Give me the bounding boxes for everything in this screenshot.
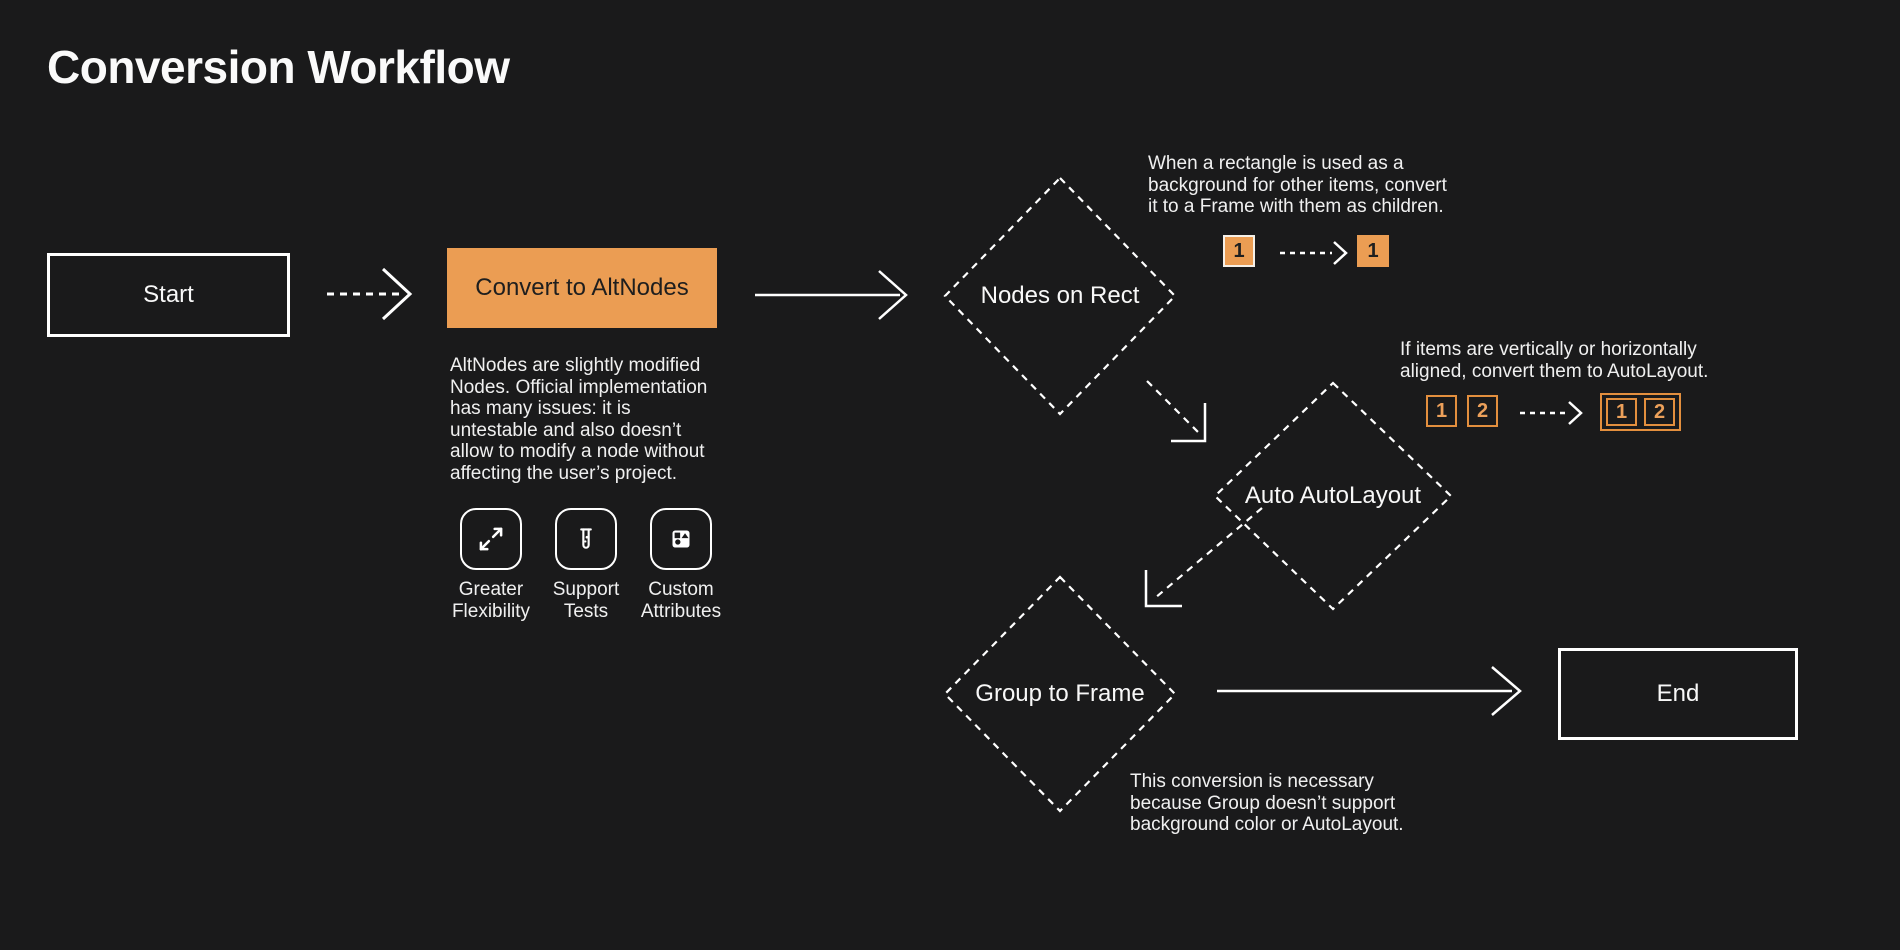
arrow-autolayout-to-group-to-frame bbox=[1146, 508, 1262, 606]
autolayout-after-badge-1: 1 bbox=[1606, 398, 1637, 426]
rect-to-frame-note bbox=[1148, 153, 1447, 218]
autolayout-before-badge-2: 2 bbox=[1467, 395, 1498, 427]
start-node-label: Start bbox=[143, 281, 194, 308]
feature-label: Support Tests bbox=[552, 579, 620, 622]
auto-autolayout-label: Auto AutoLayout bbox=[1244, 482, 1422, 509]
start-node bbox=[47, 253, 290, 337]
note-line: When a rectangle is used as a bbox=[1148, 153, 1404, 174]
autolayout-note bbox=[1400, 339, 1708, 382]
convert-to-altnodes-node bbox=[447, 248, 717, 328]
note-line: This conversion is necessary bbox=[1130, 771, 1374, 792]
note-line: background color or AutoLayout. bbox=[1130, 814, 1404, 835]
description-line: AltNodes are slightly modified bbox=[450, 355, 701, 376]
altnodes-description bbox=[450, 355, 707, 484]
arrow-autolayout-example bbox=[1520, 402, 1581, 424]
rect-example-after-badge: 1 bbox=[1357, 235, 1389, 267]
feature-greater-flexibility bbox=[445, 508, 537, 622]
convert-to-altnodes-label: Convert to AltNodes bbox=[475, 274, 689, 301]
arrow-start-to-convert bbox=[327, 269, 410, 319]
description-line: has many issues: it is bbox=[450, 398, 631, 419]
arrow-convert-to-nodes-on-rect bbox=[755, 271, 906, 319]
autolayout-after-badge-2: 2 bbox=[1644, 398, 1675, 426]
expand-arrows-icon bbox=[460, 508, 522, 570]
feature-label: Greater Flexibility bbox=[451, 579, 531, 622]
description-line: affecting the user’s project. bbox=[450, 462, 678, 484]
test-tube-icon bbox=[555, 508, 617, 570]
autolayout-before-badge-1: 1 bbox=[1426, 395, 1457, 427]
page-title: Conversion Workflow bbox=[47, 41, 510, 93]
nodes-on-rect-label: Nodes on Rect bbox=[980, 282, 1140, 309]
arrow-rect-example bbox=[1280, 242, 1346, 264]
end-node bbox=[1558, 648, 1798, 740]
feature-custom-attributes bbox=[635, 508, 727, 622]
note-line: If items are vertically or horizontally bbox=[1400, 339, 1697, 360]
description-line: untestable and also doesn’t bbox=[450, 419, 682, 441]
note-line: because Group doesn’t support bbox=[1130, 792, 1396, 814]
rect-example-before-badge: 1 bbox=[1223, 235, 1255, 267]
group-to-frame-label: Group to Frame bbox=[975, 680, 1145, 707]
note-line: aligned, convert them to AutoLayout. bbox=[1400, 360, 1709, 382]
feature-support-tests bbox=[540, 508, 632, 622]
note-line: it to a Frame with them as children. bbox=[1148, 196, 1444, 217]
autolayout-after-group bbox=[1600, 393, 1681, 431]
altnodes-features bbox=[445, 508, 727, 622]
group-to-frame-note bbox=[1130, 771, 1404, 836]
arrow-group-to-frame-to-end bbox=[1217, 667, 1520, 715]
description-line: allow to modify a node without bbox=[450, 441, 705, 462]
end-node-label: End bbox=[1656, 680, 1700, 707]
description-line: Nodes. Official implementation bbox=[450, 376, 708, 398]
arrow-nodes-on-rect-to-autolayout bbox=[1147, 381, 1205, 441]
feature-label: Custom Attributes bbox=[640, 579, 722, 622]
shapes-icon bbox=[650, 508, 712, 570]
note-line: background for other items, convert bbox=[1148, 174, 1447, 196]
